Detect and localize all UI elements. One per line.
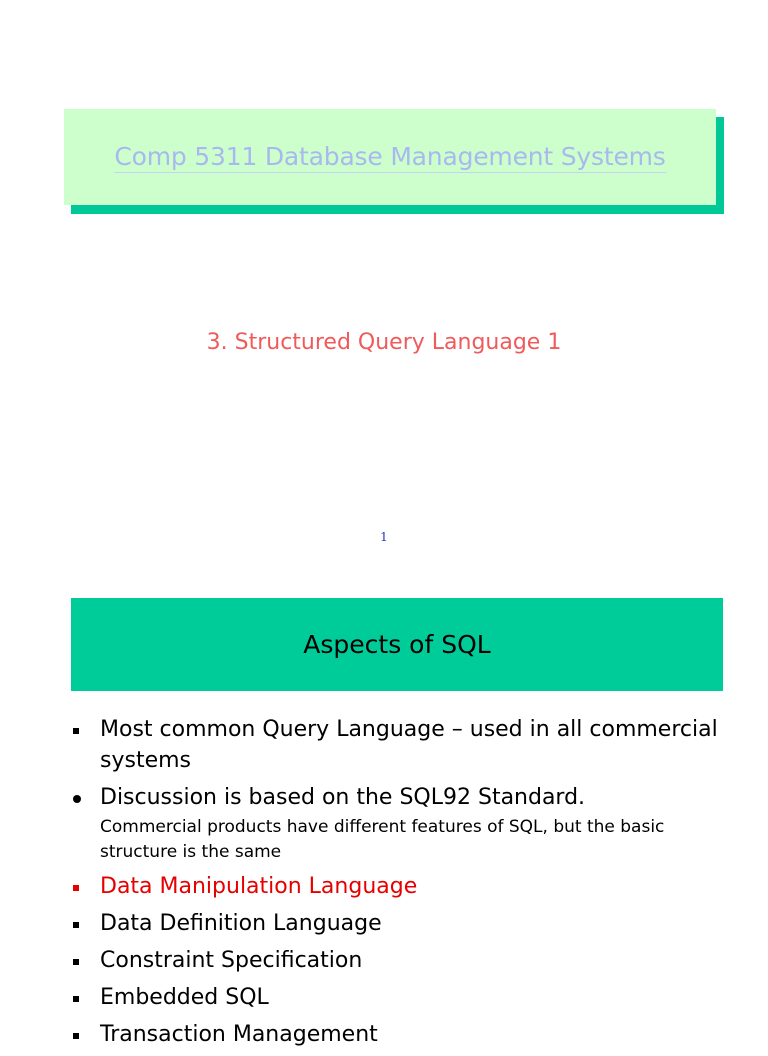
page-number: 1 [380, 530, 388, 544]
slide-header-band [71, 598, 723, 691]
slide-aspects-of-sql [0, 580, 768, 1047]
bullet-text: Most common Query Language – used in all commercial systems [100, 717, 718, 773]
bullet-text: Transaction Management [100, 1022, 378, 1047]
bullet-list [70, 714, 720, 1056]
bullet-item [70, 908, 720, 939]
slide-heading: Aspects of SQL [303, 630, 491, 659]
lecture-subtitle: 3. Structured Query Language 1 [206, 330, 562, 355]
bullet-text: Data Definition Language [100, 911, 382, 936]
bullet-item [70, 714, 720, 776]
bullet-text: Constraint Specification [100, 948, 363, 973]
bullet-text: Data Manipulation Language [100, 874, 418, 899]
bullet-text: Embedded SQL [100, 985, 269, 1010]
course-title[interactable]: Comp 5311 Database Management Systems [114, 141, 666, 171]
bullet-item [70, 945, 720, 976]
bullet-item [70, 982, 720, 1013]
bullet-text: Discussion is based on the SQL92 Standard. [100, 785, 586, 810]
title-box [64, 109, 716, 205]
bullet-item [70, 1019, 720, 1050]
bullet-note: Commercial products have different features of SQL, but the basic structure is the same [100, 817, 665, 862]
bullet-item [70, 782, 720, 865]
bullet-item-highlighted [70, 871, 720, 902]
